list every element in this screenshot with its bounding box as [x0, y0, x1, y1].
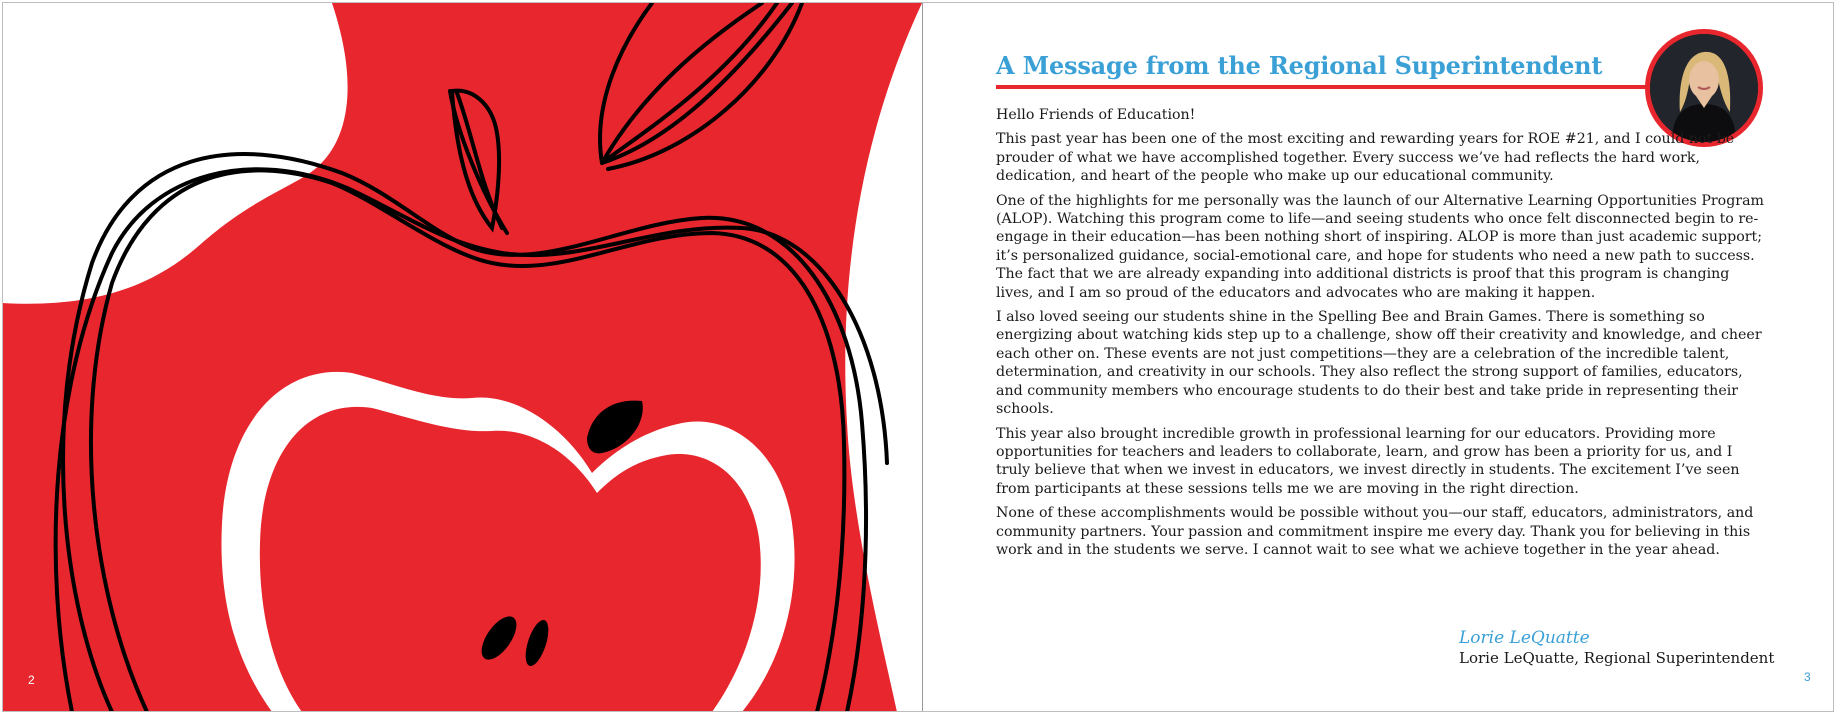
- paragraph-2: One of the highlights for me personally was the launch of our Alternative Learning Opportunities Program (ALOP). Watching this program come to life—and seeing students who once felt disconnected begin to re-engage in their education—has been nothing short of inspiring. ALOP is more than just academic support; it’s personalized guidance, social-emotional care, and hope for students who need a new path to success. The fact that we are already expanding into additional districts is proof that this program is changing lives, and I am so proud of the educators and advocates who are making it happen.: [996, 192, 1764, 301]
- title-underline: [996, 85, 1666, 89]
- signature-handwritten: Lorie LeQuatte: [1459, 628, 1590, 648]
- signature-name-title: Lorie LeQuatte, Regional Superintendent: [1459, 649, 1775, 667]
- letter-body: [996, 106, 1766, 565]
- page-number-right: 3: [1804, 670, 1811, 684]
- page-number-left: 2: [28, 673, 35, 687]
- paragraph-1: This past year has been one of the most exciting and rewarding years for ROE #21, and I could not be prouder of what we have accomplished together. Every success we’ve had reflects the hard work, dedication, and heart of the people who make up our educational community.: [996, 131, 1735, 185]
- page-gutter: [922, 2, 923, 712]
- paragraph-5: None of these accomplishments would be possible without you—our staff, educators, administrators, and community partners. Your passion and commitment inspire me every day. Thank you for believing in this work and in the students we serve. I cannot wait to see what we achieve together in the year ahead.: [996, 505, 1754, 558]
- paragraph-4: This year also brought incredible growth in professional learning for our educators. Providing more opportunities for teachers and leaders to collaborate, learn, and grow has been a priority for us, and I truly believe that when we invest in educators, we invest directly in students. The excitement I’ve seen from participants at these sessions tells me we are moving in the right direction.: [996, 425, 1740, 497]
- greeting: Hello Friends of Education!: [996, 107, 1196, 123]
- paragraph-3: I also loved seeing our students shine in the Spelling Bee and Brain Games. There is something so energizing about watching kids step up to a challenge, show off their creativity and knowledge, and cheer each other on. These events are not just competitions—they are a celebration of the incredible talent, determination, and creativity in our schools. They also reflect the strong support of families, educators, and community members who encourage students to do their best and take pride in representing their schools.: [996, 309, 1762, 418]
- left-page: [2, 3, 922, 712]
- page-title: A Message from the Regional Superintendent: [996, 51, 1603, 80]
- apple-illustration: [2, 3, 922, 712]
